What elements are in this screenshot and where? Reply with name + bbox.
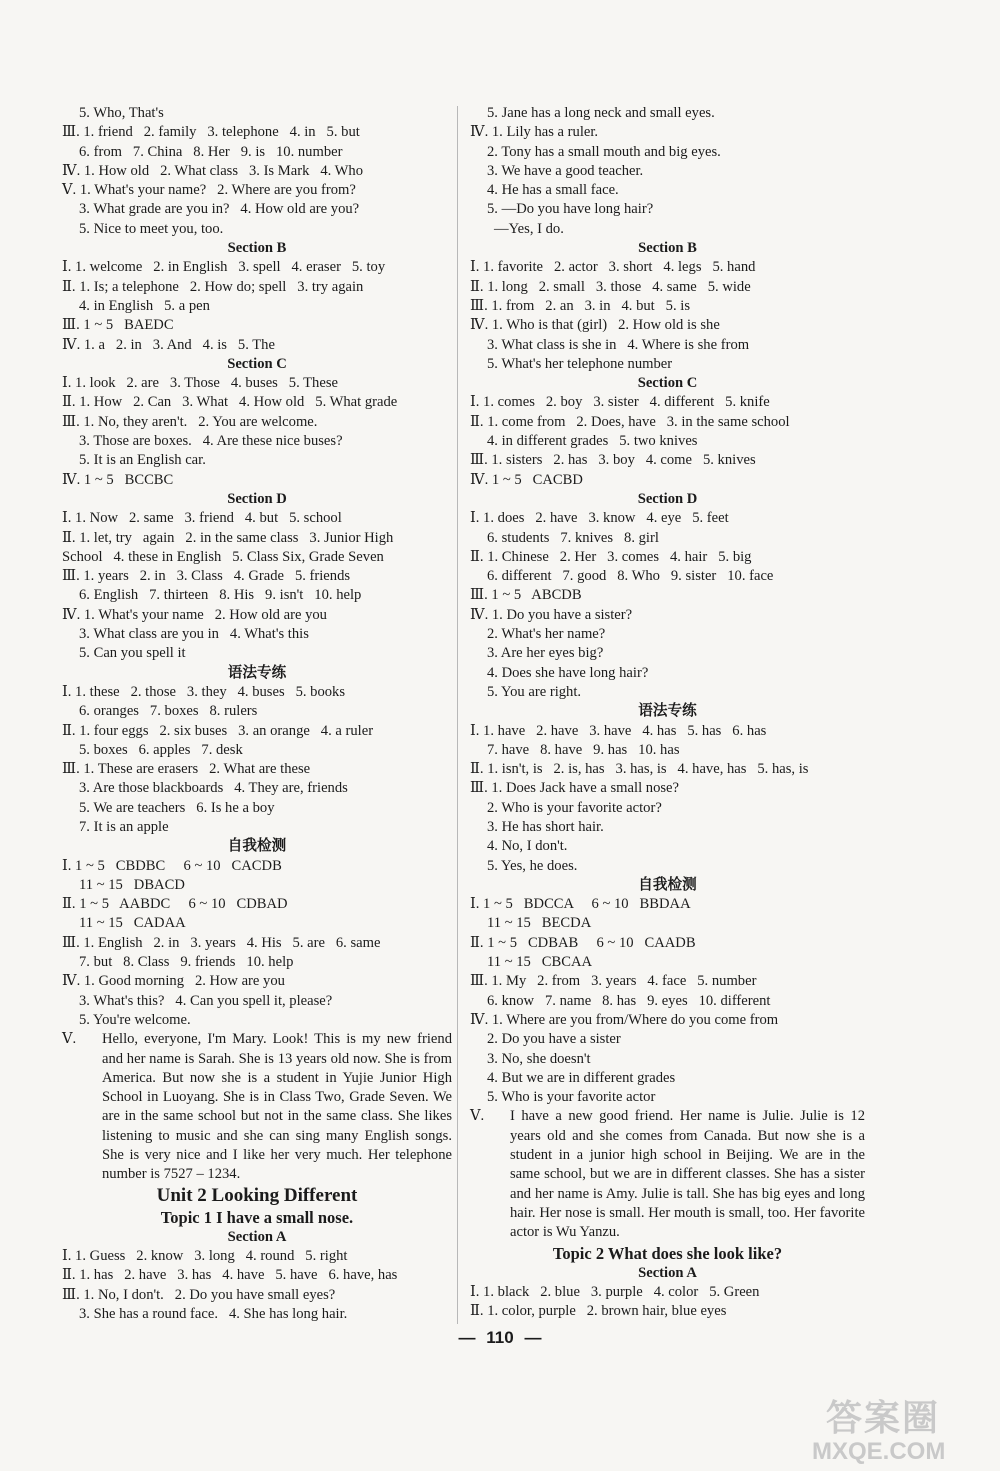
section-heading: 自我检测 <box>227 838 287 855</box>
section-heading: Section A <box>638 1264 697 1281</box>
answer-line: Ⅴ. 1. What's your name? 2. Where are you from? <box>62 182 356 199</box>
answer-line: Ⅲ. 1. These are erasers 2. What are these <box>62 761 311 778</box>
answer-line: Ⅱ. 1 ~ 5 AABDC 6 ~ 10 CDBAD <box>62 896 288 913</box>
answer-line: Ⅲ. 1. sisters 2. has 3. boy 4. come 5. knives <box>470 452 756 469</box>
answer-line: 6. English 7. thirteen 8. His 9. isn't 10. help <box>79 587 362 604</box>
answer-line: Ⅰ. 1. Guess 2. know 3. long 4. round 5. right <box>62 1247 348 1264</box>
answer-line: 3. What's this? 4. Can you spell it, please? <box>79 992 333 1009</box>
left-column <box>62 104 452 1324</box>
answer-line: Ⅳ. 1. Who is that (girl) 2. How old is she <box>470 317 720 334</box>
answer-line: 4. in English 5. a pen <box>79 297 210 314</box>
answer-line: Ⅲ. 1. friend 2. family 3. telephone 4. in 5. but <box>62 124 360 141</box>
answer-line: 6. different 7. good 8. Who 9. sister 10. face <box>487 568 774 585</box>
answer-line: 11 ~ 15 BECDA <box>487 915 592 932</box>
page-number-footer <box>0 1328 1000 1348</box>
answer-line: Ⅲ. 1 ~ 5 BAEDC <box>62 317 174 334</box>
answer-line: 5. You're welcome. <box>79 1011 191 1028</box>
answer-line: 3. What grade are you in? 4. How old are you? <box>79 201 360 218</box>
answer-line: Ⅱ. 1. How 2. Can 3. What 4. How old 5. What grade <box>62 394 398 411</box>
answer-line: 2. Do you have a sister <box>487 1031 621 1048</box>
answer-line: Ⅳ. 1. What's your name 2. How old are you <box>62 606 327 623</box>
answer-line: Ⅳ. 1. a 2. in 3. And 4. is 5. The <box>62 336 275 353</box>
left-tail-lines <box>62 1185 452 1324</box>
left-answer-lines <box>62 104 452 1030</box>
answer-line: 5. Nice to meet you, too. <box>79 220 224 237</box>
answer-line: Ⅰ. 1. have 2. have 3. have 4. has 5. has 6. has <box>470 722 767 739</box>
answer-line: Ⅰ. 1. does 2. have 3. know 4. eye 5. feet <box>470 510 729 527</box>
answer-line: Ⅱ. 1. Is; a telephone 2. How do; spell 3. try again <box>62 278 364 295</box>
answer-line: Ⅰ. 1. comes 2. boy 3. sister 4. different 5. knife <box>470 394 770 411</box>
answer-line: Ⅳ. 1. Do you have a sister? <box>470 606 633 623</box>
watermark-logo: 答案圈 <box>826 1397 941 1438</box>
section-heading: Section B <box>638 240 697 257</box>
section-heading: 语法专练 <box>638 703 697 720</box>
answer-line: 4. No, I don't. <box>487 838 568 855</box>
right-essay-label: Ⅴ. <box>470 1108 485 1125</box>
answer-line: 5. What's her telephone number <box>487 355 673 372</box>
answer-line: 11 ~ 15 CADAA <box>79 915 186 932</box>
answer-line: Ⅲ. 1. No, I don't. 2. Do you have small eyes? <box>62 1286 336 1303</box>
answer-line: 3. We have a good teacher. <box>487 162 644 179</box>
answer-line: 3. Are her eyes big? <box>487 645 604 662</box>
answer-line: 11 ~ 15 CBCAA <box>487 954 593 971</box>
topic-heading: Topic 2 What does she look like? <box>552 1243 783 1263</box>
page-number: 110 <box>486 1328 514 1347</box>
right-essay-block <box>470 1107 865 1242</box>
answer-line: Ⅲ. 1. from 2. an 3. in 4. but 5. is <box>470 297 690 314</box>
answer-line: 2. Who is your favorite actor? <box>487 799 662 816</box>
answer-line: Ⅳ. 1. Good morning 2. How are you <box>62 973 285 990</box>
answer-line: 7. have 8. have 9. has 10. has <box>487 741 680 758</box>
answer-line: 11 ~ 15 DBACD <box>79 876 185 893</box>
answer-line: Ⅲ. 1. English 2. in 3. years 4. His 5. are 6. same <box>62 934 381 951</box>
answer-line: 7. It is an apple <box>79 818 169 835</box>
answer-line: 3. What class are you in 4. What's this <box>79 626 309 643</box>
answer-line: 3. He has short hair. <box>487 818 604 835</box>
answer-line: Ⅱ. 1 ~ 5 CDBAB 6 ~ 10 CAADB <box>470 934 696 951</box>
answer-line: 3. Those are boxes. 4. Are these nice buses? <box>79 433 343 450</box>
answer-line: Ⅳ. 1. Where are you from/Where do you come from <box>470 1011 779 1028</box>
answer-line: Ⅰ. 1. look 2. are 3. Those 4. buses 5. These <box>62 375 338 392</box>
answer-line: Ⅱ. 1. long 2. small 3. those 4. same 5. wide <box>470 278 751 295</box>
section-heading: Section D <box>227 490 287 507</box>
answer-line: 2. What's her name? <box>487 626 606 643</box>
answer-line: Ⅱ. 1. Chinese 2. Her 3. comes 4. hair 5. big <box>470 548 752 565</box>
answer-line: 6. oranges 7. boxes 8. rulers <box>79 703 258 720</box>
section-heading: Section C <box>637 375 698 392</box>
answer-line: Ⅳ. 1. Lily has a ruler. <box>470 124 599 141</box>
left-essay-block <box>62 1030 452 1184</box>
left-essay-label: Ⅴ. <box>62 1031 77 1048</box>
column-divider <box>457 106 458 1324</box>
answer-line: Ⅰ. 1. these 2. those 3. they 4. buses 5. books <box>62 683 346 700</box>
answer-line: Ⅱ. 1. let, try again 2. in the same class 3. Junior High <box>62 529 394 546</box>
answer-line: 5. You are right. <box>487 683 582 700</box>
answer-line: 5. It is an English car. <box>79 452 206 469</box>
unit-heading: Unit 2 Looking Different <box>156 1184 358 1206</box>
page-dash-right: — <box>524 1328 542 1347</box>
answer-line: 3. What class is she in 4. Where is she from <box>487 336 750 353</box>
answer-line: Ⅳ. 1. How old 2. What class 3. Is Mark 4. Who <box>62 162 364 179</box>
page-dash-left: — <box>458 1328 476 1347</box>
section-heading: Section C <box>227 355 287 372</box>
answer-line: —Yes, I do. <box>494 220 564 237</box>
section-heading: 自我检测 <box>638 876 697 893</box>
right-essay-text: I have a new good friend. Her name is Julie. Julie is 12 years old and she comes from Canada. But now she is a student in a junior high school in Beijing. We are in the same school, but we are in different classes. She has a sister and her name is Amy. Julie is tall. She has big eyes and long hair. Her nose is small. Her mouth is small, too. Her favorite actor is Wu Yanzu. <box>510 1108 865 1241</box>
answer-line: Ⅲ. 1. Does Jack have a small nose? <box>470 780 680 797</box>
answer-line: 5. We are teachers 6. Is he a boy <box>79 799 275 816</box>
answer-line: 6. students 7. knives 8. girl <box>487 529 659 546</box>
answer-line: 4. in different grades 5. two knives <box>487 433 698 450</box>
answer-line: Ⅲ. 1 ~ 5 ABCDB <box>470 587 582 604</box>
answer-line: 3. Are those blackboards 4. They are, friends <box>79 780 348 797</box>
answer-line: Ⅰ. 1. welcome 2. in English 3. spell 4. eraser 5. toy <box>62 259 386 276</box>
answer-line: Ⅱ. 1. isn't, is 2. is, has 3. has, is 4. have, has 5. has, is <box>470 761 809 778</box>
answer-line: 2. Tony has a small mouth and big eyes. <box>487 143 721 160</box>
section-heading: 语法专练 <box>227 664 287 681</box>
answer-line: Ⅲ. 1. No, they aren't. 2. You are welcome. <box>62 413 318 430</box>
answer-line: 6. know 7. name 8. has 9. eyes 10. different <box>487 992 771 1009</box>
section-heading: Section A <box>227 1228 287 1245</box>
answer-line: Ⅰ. 1 ~ 5 BDCCA 6 ~ 10 BBDAA <box>470 896 691 913</box>
answer-line: Ⅳ. 1 ~ 5 CACBD <box>470 471 583 488</box>
answer-line: 4. Does she have long hair? <box>487 664 649 681</box>
answer-line: Ⅲ. 1. My 2. from 3. years 4. face 5. number <box>470 973 757 990</box>
answer-line: Ⅱ. 1. four eggs 2. six buses 3. an orange 4. a ruler <box>62 722 374 739</box>
answer-line: Ⅰ. 1. favorite 2. actor 3. short 4. legs 5. hand <box>470 259 756 276</box>
answer-line: 5. Who, That's <box>79 105 164 121</box>
right-column <box>470 104 865 1321</box>
answer-line: Ⅰ. 1. Now 2. same 3. friend 4. but 5. school <box>62 510 342 527</box>
answer-line: 5. Yes, he does. <box>487 857 578 874</box>
left-essay-text: Hello, everyone, I'm Mary. Look! This is my new friend and her name is Sarah. She is 13 years old now. She is from America. But now she is a student in Yujie Junior High School in Luoyang. She is in Class Two, Grade Seven. We are in the same school but not in the same class. She likes listening to music and she can sing many English songs. She is very nice and I like her very much. Her telephone number is 7527 – 1234. <box>102 1031 452 1183</box>
answer-line: 5. Who is your favorite actor <box>487 1089 656 1106</box>
answer-line: Ⅱ. 1. color, purple 2. brown hair, blue eyes <box>470 1303 727 1320</box>
answer-line: 4. He has a small face. <box>487 182 619 199</box>
answer-line: 7. but 8. Class 9. friends 10. help <box>79 954 294 971</box>
answer-line: 6. from 7. China 8. Her 9. is 10. number <box>79 143 343 160</box>
answer-line: 5. Jane has a long neck and small eyes. <box>487 105 715 121</box>
answer-line: Ⅰ. 1. black 2. blue 3. purple 4. color 5. Green <box>470 1283 760 1300</box>
right-answer-lines <box>470 104 865 1107</box>
answer-line: 5. boxes 6. apples 7. desk <box>79 741 243 758</box>
answer-line: Ⅲ. 1. years 2. in 3. Class 4. Grade 5. friends <box>62 568 351 585</box>
answer-line: Ⅱ. 1. come from 2. Does, have 3. in the same school <box>470 413 790 430</box>
answer-line: 5. Can you spell it <box>79 645 186 662</box>
section-heading: Section D <box>637 490 698 507</box>
answer-line: 4. But we are in different grades <box>487 1069 676 1086</box>
section-heading: Section B <box>227 240 287 257</box>
answer-line: 3. No, she doesn't <box>487 1050 591 1067</box>
answer-line: 5. —Do you have long hair? <box>487 201 654 218</box>
answer-line: 3. She has a round face. 4. She has long hair. <box>79 1305 348 1322</box>
answer-line: School 4. these in English 5. Class Six, Grade Seven <box>62 548 384 565</box>
right-tail-lines <box>470 1243 865 1322</box>
answer-line: Ⅳ. 1 ~ 5 BCCBC <box>62 471 174 488</box>
topic-heading: Topic 1 I have a small nose. <box>160 1207 354 1227</box>
answer-line: Ⅱ. 1. has 2. have 3. has 4. have 5. have 6. have, has <box>62 1267 398 1284</box>
watermark-url: MXQE.COM <box>812 1438 946 1465</box>
answer-line: Ⅰ. 1 ~ 5 CBDBC 6 ~ 10 CACDB <box>62 857 282 874</box>
